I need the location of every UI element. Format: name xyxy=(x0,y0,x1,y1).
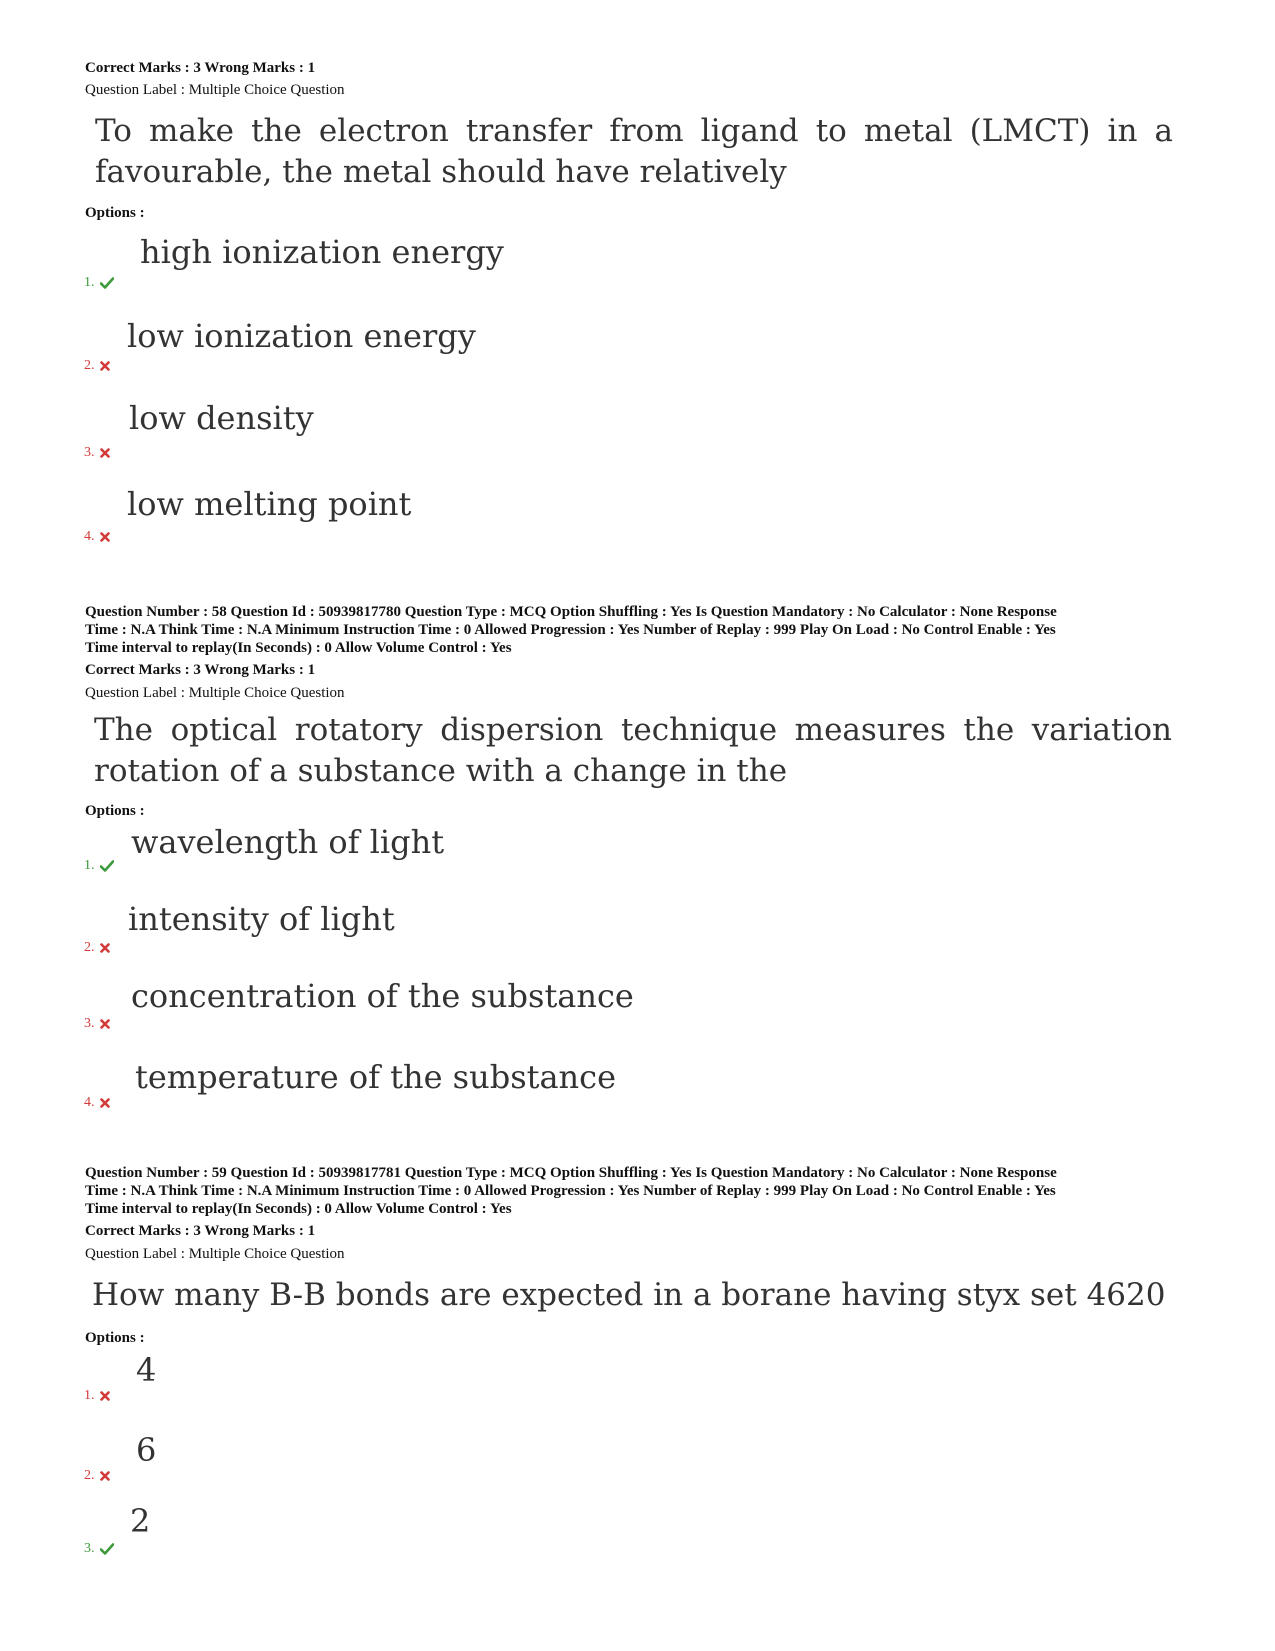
q58-question-text xyxy=(94,710,1172,792)
q58-question-line-1: The optical rotatory dispersion technique measures the variation xyxy=(94,712,1172,748)
q57-option-3-text: low density xyxy=(129,399,314,437)
cross-icon xyxy=(100,532,110,542)
q57-label: Question Label : Multiple Choice Question xyxy=(85,82,345,98)
q59-question-text xyxy=(92,1275,1170,1316)
q59-option-3-text: 2 xyxy=(130,1502,151,1540)
q59-meta xyxy=(85,1164,1205,1218)
q57-marks: Correct Marks : 3 Wrong Marks : 1 xyxy=(85,60,316,76)
q58-option-2-number xyxy=(84,939,110,957)
check-icon xyxy=(100,277,114,289)
q59-meta-line-1: Question Number : 59 Question Id : 50939817781 Question Type : MCQ Option Shuffling : Yes Is Question Mandatory : No Calculator : None Response xyxy=(85,1165,1057,1181)
option-number: 4. xyxy=(84,529,95,544)
cross-icon xyxy=(100,448,110,458)
q57-question-text xyxy=(95,111,1173,193)
option-number: 2. xyxy=(84,358,95,373)
q58-question-line-2: rotation of a substance with a change in the xyxy=(94,753,788,789)
cross-icon xyxy=(100,361,110,371)
q58-label: Question Label : Multiple Choice Question xyxy=(85,685,345,701)
option-number: 3. xyxy=(84,1016,95,1031)
q57-question-line-1: To make the electron transfer from ligand to metal (LMCT) in a xyxy=(95,113,1173,149)
q58-meta-line-2: Time : N.A Think Time : N.A Minimum Instruction Time : 0 Allowed Progression : Yes Number of Replay : 999 Play On Load : No Control Enable : Yes xyxy=(85,622,1056,638)
q59-label: Question Label : Multiple Choice Question xyxy=(85,1246,345,1262)
q57-option-1-text: high ionization energy xyxy=(140,233,504,271)
cross-icon xyxy=(100,943,110,953)
check-icon xyxy=(100,860,114,872)
option-number: 1. xyxy=(84,275,95,290)
q59-meta-line-3: Time interval to replay(In Seconds) : 0 Allow Volume Control : Yes xyxy=(85,1201,512,1217)
q59-marks: Correct Marks : 3 Wrong Marks : 1 xyxy=(85,1223,316,1239)
q59-option-3-number xyxy=(84,1540,114,1558)
q57-option-4-number xyxy=(84,528,110,546)
q57-options-heading: Options : xyxy=(85,205,145,221)
q59-meta-line-2: Time : N.A Think Time : N.A Minimum Instruction Time : 0 Allowed Progression : Yes Number of Replay : 999 Play On Load : No Control Enable : Yes xyxy=(85,1183,1056,1199)
check-icon xyxy=(100,1543,114,1555)
option-number: 3. xyxy=(84,1541,95,1556)
q57-option-3-number xyxy=(84,444,110,462)
option-number: 4. xyxy=(84,1095,95,1110)
q58-marks: Correct Marks : 3 Wrong Marks : 1 xyxy=(85,662,316,678)
q57-option-2-text: low ionization energy xyxy=(127,317,476,355)
option-number: 2. xyxy=(84,940,95,955)
q59-option-2-number xyxy=(84,1467,110,1485)
q58-option-4-number xyxy=(84,1094,110,1112)
q58-option-1-text: wavelength of light xyxy=(131,823,445,861)
q58-option-4-text: temperature of the substance xyxy=(135,1058,617,1096)
q59-question-line-1: How many B-B bonds are expected in a borane having styx set 4620 xyxy=(92,1277,1166,1313)
q58-options-heading: Options : xyxy=(85,803,145,819)
cross-icon xyxy=(100,1019,110,1029)
q59-option-1-number xyxy=(84,1387,110,1405)
q58-option-3-text: concentration of the substance xyxy=(131,977,634,1015)
q58-meta xyxy=(85,603,1205,657)
option-number: 1. xyxy=(84,1388,95,1403)
option-number: 1. xyxy=(84,858,95,873)
q58-option-2-text: intensity of light xyxy=(128,900,395,938)
option-number: 2. xyxy=(84,1468,95,1483)
q57-question-line-2: favourable, the metal should have relatively xyxy=(95,154,787,190)
cross-icon xyxy=(100,1098,110,1108)
q58-meta-line-3: Time interval to replay(In Seconds) : 0 Allow Volume Control : Yes xyxy=(85,640,512,656)
q57-option-4-text: low melting point xyxy=(127,485,412,523)
q58-option-1-number xyxy=(84,857,114,875)
cross-icon xyxy=(100,1471,110,1481)
q58-option-3-number xyxy=(84,1015,110,1033)
q59-options-heading: Options : xyxy=(85,1330,145,1346)
cross-icon xyxy=(100,1391,110,1401)
q57-option-2-number xyxy=(84,357,110,375)
option-number: 3. xyxy=(84,445,95,460)
q59-option-1-text: 4 xyxy=(136,1351,157,1389)
q58-meta-line-1: Question Number : 58 Question Id : 50939817780 Question Type : MCQ Option Shuffling : Yes Is Question Mandatory : No Calculator : None Response xyxy=(85,604,1057,620)
q57-option-1-number xyxy=(84,274,114,292)
q59-option-2-text: 6 xyxy=(136,1431,157,1469)
